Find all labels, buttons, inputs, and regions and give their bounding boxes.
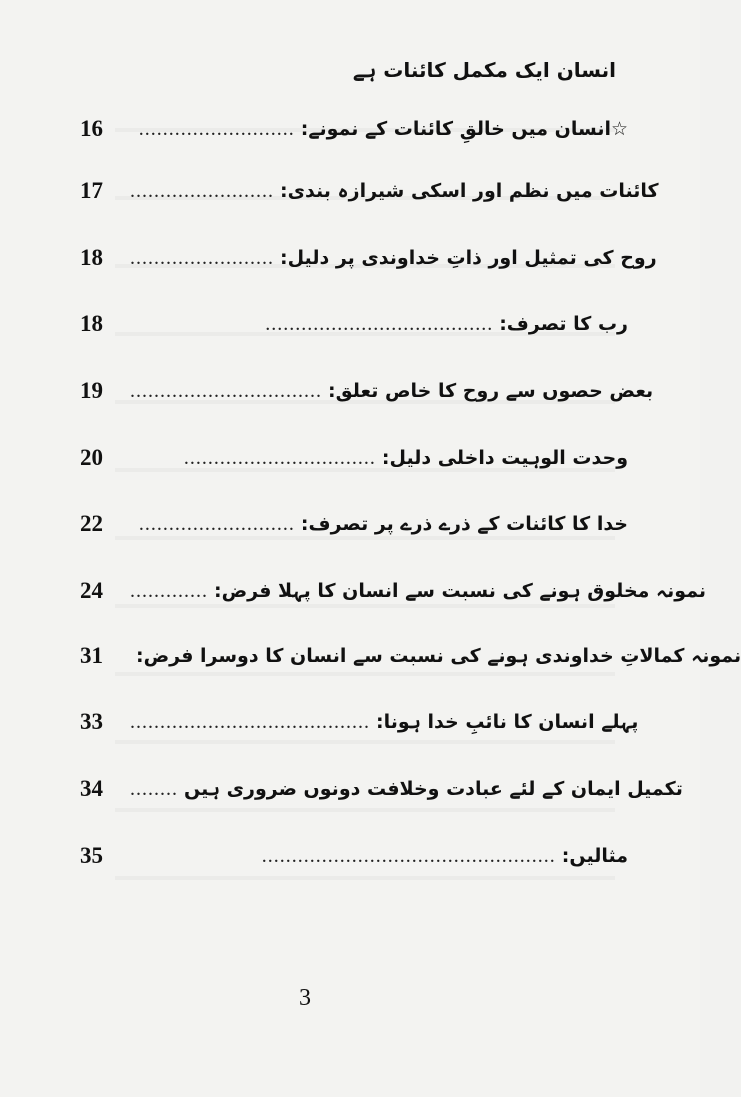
toc-page-number: 16 (80, 116, 103, 141)
toc-entry (80, 574, 707, 608)
toc-title: تکمیل ایمان کے لئے عبادت وخلافت دونوں ضروری ہیں (184, 778, 683, 800)
toc-title: مثالیں: (561, 845, 628, 867)
toc-entry (80, 112, 628, 146)
toc-page-number: 18 (80, 245, 103, 270)
toc-page-number: 22 (80, 511, 103, 536)
toc-leader-dots: .......................... (138, 117, 295, 140)
toc-title: نمونہ مخلوق ہونے کی نسبت سے انسان کا پہلا فرض: (214, 580, 707, 602)
toc-entry (80, 639, 741, 673)
toc-entry (80, 839, 628, 873)
toc-leader-dots: ................................ (183, 446, 376, 469)
toc-page-number: 17 (80, 178, 103, 203)
toc-title: روح کی تمثیل اور ذاتِ خداوندی پر دلیل: (280, 247, 657, 269)
toc-title: بعض حصوں سے روح کا خاص تعلق: (328, 380, 654, 402)
toc-title: خدا کا کائنات کے ذرے ذرے پر تصرف: (300, 513, 628, 535)
toc-page-number: 20 (80, 445, 103, 470)
toc-leader-dots: ........................ (130, 179, 274, 202)
toc-entry (80, 374, 654, 408)
toc-title: ☆انسان میں خالقِ کائنات کے نمونے: (300, 118, 628, 140)
toc-page-number: 35 (80, 843, 103, 868)
toc-entry (80, 441, 628, 475)
toc-entry (80, 307, 628, 341)
toc-title: نمونہ کمالاتِ خداوندی ہونے کی نسبت سے انسان کا دوسرا فرض: (136, 645, 741, 667)
toc-page-number: 31 (80, 643, 103, 668)
toc-leader-dots: .......................... (138, 512, 295, 535)
toc-leader-dots: ............. (130, 579, 208, 602)
toc-leader-dots: ...................................... (265, 312, 494, 335)
toc-leader-dots: ........................ (130, 246, 274, 269)
toc-page-number: 24 (80, 578, 103, 603)
toc-page-number: 34 (80, 776, 103, 801)
toc-page-number: 18 (80, 311, 103, 336)
toc-leader-dots: ........ (130, 777, 178, 800)
toc-entry (80, 772, 683, 806)
toc-entry (80, 705, 639, 739)
toc-page-number: 19 (80, 378, 103, 403)
toc-leader-dots: ................................ (130, 379, 322, 402)
toc-entry (80, 174, 659, 208)
toc-entry (80, 241, 657, 275)
toc-leader-dots: ........................................ (130, 710, 370, 733)
toc-page-number: 33 (80, 709, 103, 734)
toc-title: پہلے انسان کا نائبِ خدا ہونا: (376, 711, 639, 733)
page-number: 3 (299, 985, 311, 1011)
toc-entry (80, 507, 628, 541)
toc-leader-dots: ................................................. (261, 844, 556, 867)
toc-title: رب کا تصرف: (499, 313, 628, 335)
toc-title: وحدت الوہیت داخلی دلیل: (381, 447, 628, 469)
page-heading: انسان ایک مکمل کائنات ہے (352, 58, 616, 82)
toc-title: کائنات میں نظم اور اسکی شیرازہ بندی: (280, 180, 659, 202)
